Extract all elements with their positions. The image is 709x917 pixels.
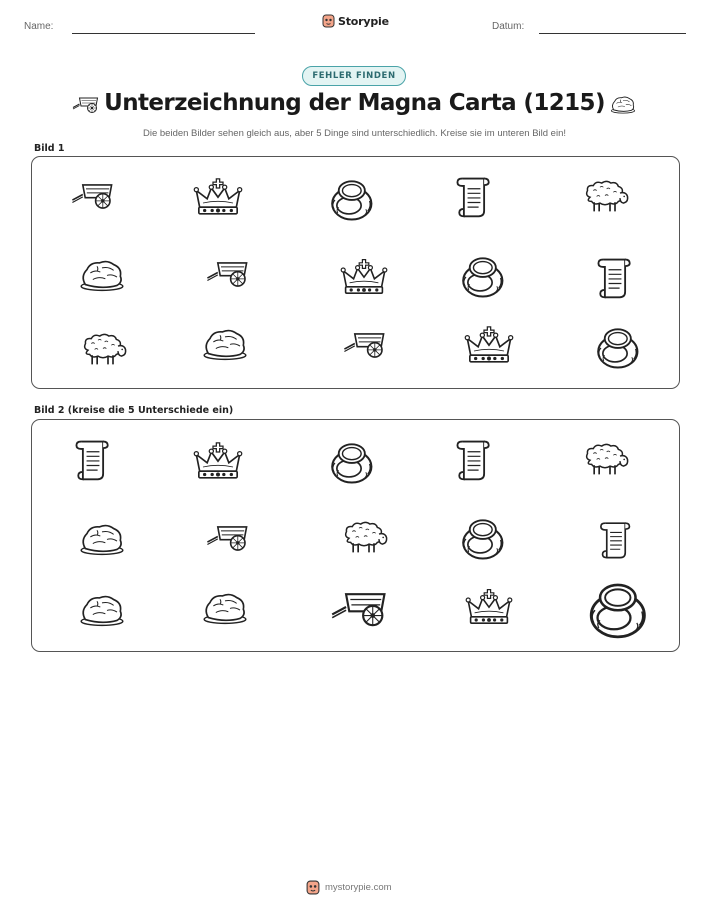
picture-1-label: Bild 1: [34, 143, 65, 154]
instructions: Die beiden Bilder sehen gleich aus, aber 5 Dinge sind unterschiedlich. Kreise sie im unteren Bild ein!: [143, 128, 566, 139]
crown-icon: [464, 325, 514, 367]
crown-icon: [193, 440, 243, 484]
storypie-mascot-icon: [322, 14, 335, 28]
scroll-icon: [455, 437, 493, 483]
cart-icon: [329, 584, 393, 630]
rock-icon: [609, 94, 637, 115]
footer: [306, 880, 392, 895]
ring-icon: [321, 438, 377, 486]
sheep-icon: [580, 177, 630, 215]
date-label: Datum:: [492, 21, 525, 32]
sheep-icon: [78, 330, 128, 368]
date-line[interactable]: [539, 33, 686, 34]
ring-icon: [576, 576, 652, 642]
sheep-icon: [339, 518, 389, 556]
rock-icon: [77, 520, 127, 558]
rock-icon: [200, 325, 250, 363]
sheep-icon: [580, 440, 630, 478]
storypie-mascot-icon: [306, 880, 320, 895]
cart-icon: [70, 178, 118, 211]
scroll-icon: [455, 174, 493, 220]
footer-url[interactable]: mystorypie.com: [325, 882, 392, 893]
rock-icon: [77, 256, 127, 294]
ring-icon: [321, 175, 377, 223]
scroll-icon: [74, 437, 112, 483]
crown-icon: [465, 587, 513, 629]
name-line[interactable]: [72, 33, 255, 34]
picture-2-label: Bild 2 (kreise die 5 Unterschiede ein): [34, 405, 234, 416]
ring-icon: [452, 252, 508, 300]
rock-icon: [77, 591, 127, 629]
cart-icon: [342, 327, 390, 360]
brand-name: Storypie: [338, 14, 389, 28]
crown-icon: [340, 257, 388, 299]
page-title: Unterzeichnung der Magna Carta (1215): [104, 90, 605, 116]
ring-icon: [587, 322, 643, 372]
crown-icon: [193, 176, 243, 220]
ring-icon: [452, 514, 508, 562]
rock-icon: [200, 589, 250, 627]
brand-logo: [322, 14, 389, 28]
cart-icon: [205, 256, 253, 289]
scroll-icon: [598, 519, 634, 561]
scroll-icon: [596, 255, 634, 301]
worksheet-type-badge: FEHLER FINDEN: [302, 66, 406, 86]
cart-icon: [205, 520, 253, 553]
name-label: Name:: [24, 21, 54, 32]
